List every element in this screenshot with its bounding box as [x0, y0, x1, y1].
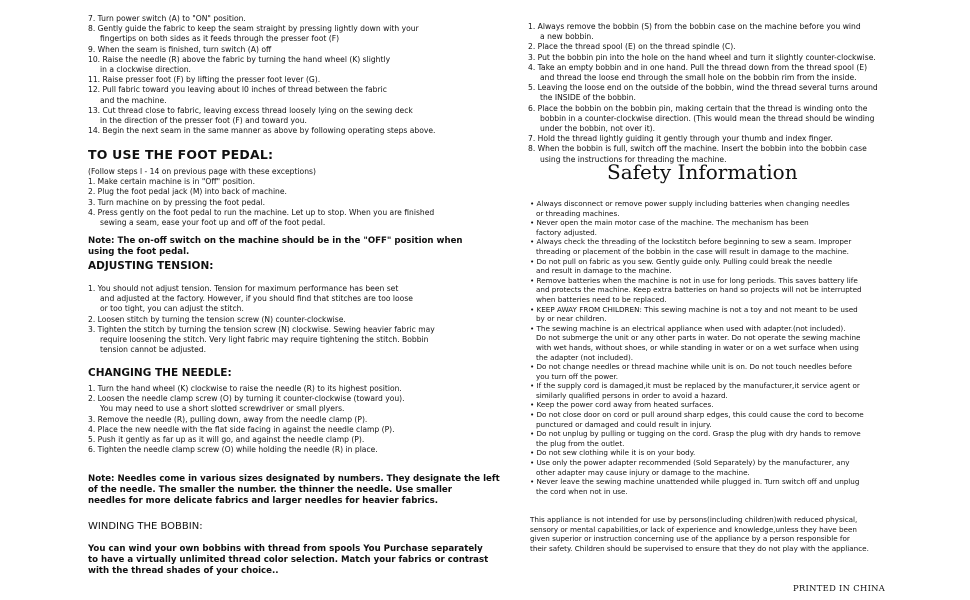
text-line: • Remove batteries when the machine is not in use for long periods. This saves battery life	[530, 275, 858, 285]
text-line: 5. Push it gently as far up as it will go, and against the needle clamp (P).	[88, 435, 365, 445]
text-line: the plug from the outlet.	[536, 438, 625, 448]
needle-size-note	[88, 474, 500, 508]
text-line: • Use only the power adapter recommended (Sold Separately) by the manufacturer, any	[530, 458, 850, 468]
safety-information-title: Safety Information	[607, 160, 798, 184]
text-line: 3. Turn machine on by pressing the foot pedal.	[88, 197, 266, 207]
text-line: 1. Make certain machine is in "Off" position.	[88, 177, 255, 187]
appliance-notice	[530, 515, 869, 553]
text-line: • Always disconnect or remove power supply including batteries when changing needles	[530, 199, 850, 208]
text-line: • Do not unplug by pulling or tugging on the cord. Grasp the plug with dry hands to remove	[530, 429, 861, 439]
notice-line: their safety. Children should be supervised to ensure that they do not play with the appliance.	[530, 543, 869, 553]
note-line: Note: Needles come in various sizes designated by numbers. They designate the left	[88, 474, 500, 484]
text-line: 2. Loosen stitch by turning the tension screw (N) counter-clockwise.	[88, 314, 346, 324]
note-line: using the foot pedal.	[88, 247, 190, 258]
text-line: • Do not sew clothing while it is on your body.	[530, 448, 696, 458]
note-line: of the needle. The smaller the number. the thinner the needle. Use smaller	[88, 485, 452, 496]
text-line: • Do not close door on cord or pull around sharp edges, this could cause the cord to become	[530, 410, 864, 420]
needle-steps	[88, 384, 405, 455]
text-line: 1. Turn the hand wheel (K) clockwise to raise the needle (R) to its highest position.	[88, 384, 402, 393]
text-line: • Never leave the sewing machine unattended while plugged in. Turn switch off and unplug	[530, 477, 860, 487]
text-line: • Always check the threading of the lockstitch before beginning to sew a seam. Improper	[530, 237, 852, 247]
text-line: or threading machines.	[536, 208, 620, 218]
text-line: 7. Hold the thread lightly guiding it gently through your thumb and index finger.	[528, 134, 833, 144]
text-line: similarly qualified persons in order to avoid a hazard.	[536, 390, 728, 400]
text-line: 4. Press gently on the foot pedal to run the machine. Let up to stop. When you are finished	[88, 207, 435, 217]
note-line: needles for more delicate fabrics and larger needles for heavier fabrics.	[88, 496, 438, 507]
notice-line: given superior or instruction concerning use of the appliance by a person responsible for	[530, 534, 850, 544]
text-line: the INSIDE of the bobbin.	[540, 93, 636, 103]
text-line: 2. Loosen the needle clamp screw (O) by turning it counter-clockwise (toward you).	[88, 394, 405, 404]
notice-line: sensory or mental capabilities,or lack of experience and knowledge,unless they have been	[530, 524, 857, 534]
winding-bobbin-intro	[88, 544, 488, 578]
changing-needle-heading: CHANGING THE NEEDLE:	[88, 367, 232, 379]
text-line: fingertips on both sides as it feeds through the presser foot (F)	[100, 34, 340, 44]
text-line: and adjusted at the factory. However, if you should find that stitches are too loose	[100, 294, 413, 304]
text-line: 14. Begin the next seam in the same manner as above by following operating steps above.	[88, 126, 436, 136]
text-line: when batteries need to be replaced.	[536, 294, 667, 304]
text-line: 9. When the seam is finished, turn switch (A) off	[88, 44, 272, 54]
bobbin-winding-steps	[528, 22, 878, 165]
text-line: 4. Take an empty bobbin and in one hand. Pull the thread down from the thread spool (E)	[528, 62, 868, 72]
text-line: • Keep the power cord away from heated surfaces.	[530, 400, 714, 410]
on-off-note	[88, 236, 463, 258]
text-line: require loosening the stitch. Very light fabric may require tightening the stitch. Bobbin	[100, 335, 429, 345]
text-line: factory adjusted.	[536, 227, 597, 237]
text-line: 1. Always remove the bobbin (S) from the bobbin case on the machine before you wind	[528, 22, 861, 31]
winding-bobbin-heading: WINDING THE BOBBIN:	[88, 521, 203, 532]
text-line: the adapter (not included).	[536, 352, 634, 362]
foot-pedal-heading: TO USE THE FOOT PEDAL:	[88, 147, 274, 162]
text-line: 12. Pull fabric toward you leaving about l0 inches of thread between the fabric	[88, 85, 387, 95]
text-line: 10. Raise the needle (R) above the fabric by turning the hand wheel (K) slightly	[88, 54, 391, 64]
text-line: 2. Place the thread spool (E) on the thread spindle (C).	[528, 42, 736, 52]
printed-in-china: PRINTED IN CHINA	[793, 583, 886, 593]
notice-line: This appliance is not intended for use by persons(including children)with reduced physical,	[530, 515, 858, 524]
intro-line: with the thread shades of your choice..	[88, 566, 279, 577]
text-line: by or near children.	[536, 314, 607, 324]
text-line: 4. Place the new needle with the flat side facing in against the needle clamp (P).	[88, 424, 395, 434]
text-line: punctured or damaged and could result in injury.	[536, 419, 712, 429]
adjusting-tension-heading: ADJUSTING TENSION:	[88, 260, 214, 272]
text-line: 8. When the bobbin is full, switch off the machine. Insert the bobbin into the bobbin case	[528, 144, 867, 154]
text-line: • Do not change needles or thread machine while unit is on. Do not touch needles before	[530, 362, 852, 372]
text-line: a new bobbin.	[540, 32, 594, 42]
right-page	[485, 0, 970, 600]
text-line: Do not submerge the unit or any other parts in water. Do not operate the sewing machine	[536, 333, 861, 343]
text-line: using the instructions for threading the machine.	[540, 154, 727, 164]
intro-line: You can wind your own bobbins with thread from spools You Purchase separately	[88, 544, 483, 554]
note-line: Note: The on-off switch on the machine should be in the "OFF" position when	[88, 236, 463, 246]
text-line: • The sewing machine is an electrical appliance when used with adapter.(not included).	[530, 323, 846, 333]
text-line: 5. Leaving the loose end on the outside of the bobbin, wind the thread several turns around	[528, 83, 878, 93]
text-line: 6. Tighten the needle clamp screw (O) while holding the needle (R) in place.	[88, 445, 378, 455]
sewing-steps-list	[88, 14, 435, 136]
text-line: tension cannot be adjusted.	[100, 345, 207, 355]
intro-line: to have a virtually unlimited thread color selection. Match your fabrics or contrast	[88, 555, 489, 566]
foot-pedal-steps	[88, 167, 434, 228]
text-line: the cord when not in use.	[536, 486, 628, 496]
text-line: 2. Plug the foot pedal jack (M) into back of machine.	[88, 187, 287, 197]
text-line: and result in damage to the machine.	[536, 266, 672, 276]
text-line: • Do not pull on fabric as you sew. Gently guide only. Pulling could break the needle	[530, 256, 833, 266]
text-line: with wet hands, without shoes, or while standing in water or on a wet surface when using	[536, 342, 859, 352]
text-line: • KEEP AWAY FROM CHILDREN: This sewing machine is not a toy and not meant to be used	[530, 304, 858, 314]
text-line: • If the supply cord is damaged,it must be replaced by the manufacturer,it service agent or	[530, 381, 860, 391]
text-line: 13. Cut thread close to fabric, leaving excess thread loosely lying on the sewing deck	[88, 105, 413, 115]
text-line: and protects the machine. Keep extra batteries on hand so projects will not be interrupted	[536, 285, 862, 295]
text-line: 8. Gently guide the fabric to keep the seam straight by pressing lightly down with your	[88, 24, 419, 34]
text-line: 11. Raise presser foot (F) by lifting the presser foot lever (G).	[88, 75, 321, 85]
text-line: 3. Tighten the stitch by turning the tension screw (N) clockwise. Sewing heavier fabric may	[88, 324, 435, 334]
text-line: and the machine.	[100, 95, 167, 105]
text-line: in a clockwise direction.	[100, 65, 191, 75]
text-line: in the direction of the presser foot (F) and toward you.	[100, 116, 307, 126]
text-line: you turn off the power.	[536, 371, 619, 381]
text-line: other adapter may cause injury or damage to the machine.	[536, 467, 750, 477]
text-line: 6. Place the bobbin on the bobbin pin, making certain that the thread is winding onto the	[528, 103, 868, 113]
text-line: 1. You should not adjust tension. Tension for maximum performance has been set	[88, 284, 399, 293]
text-line: You may need to use a short slotted screwdriver or small plyers.	[100, 404, 345, 414]
text-line: 3. Put the bobbin pin into the hole on the hand wheel and turn it slightly counter-clockwise.	[528, 52, 876, 62]
text-line: (Follow steps l - 14 on previous page with these exceptions)	[88, 167, 316, 176]
tension-steps	[88, 284, 435, 355]
text-line: 3. Remove the needle (R), pulling down, away from the needle clamp (P).	[88, 414, 368, 424]
text-line: • Never open the main motor case of the machine. The mechanism has been	[530, 218, 809, 228]
text-line: sewing a seam, ease your foot up and off of the foot pedal.	[100, 218, 326, 228]
safety-bullets	[530, 199, 864, 496]
text-line: and thread the loose end through the small hole on the bobbin rim from the inside.	[540, 73, 857, 83]
text-line: 7. Turn power switch (A) to "ON" position.	[88, 14, 246, 23]
text-line: or too tight, you can adjust the stitch.	[100, 304, 244, 314]
text-line: threading or placement of the bobbin in the case will result in damage to the machine.	[536, 246, 849, 256]
text-line: bobbin in a counter-clockwise direction. (This would mean the thread should be winding	[540, 113, 875, 123]
text-line: under the bobbin, not over it).	[540, 124, 656, 134]
